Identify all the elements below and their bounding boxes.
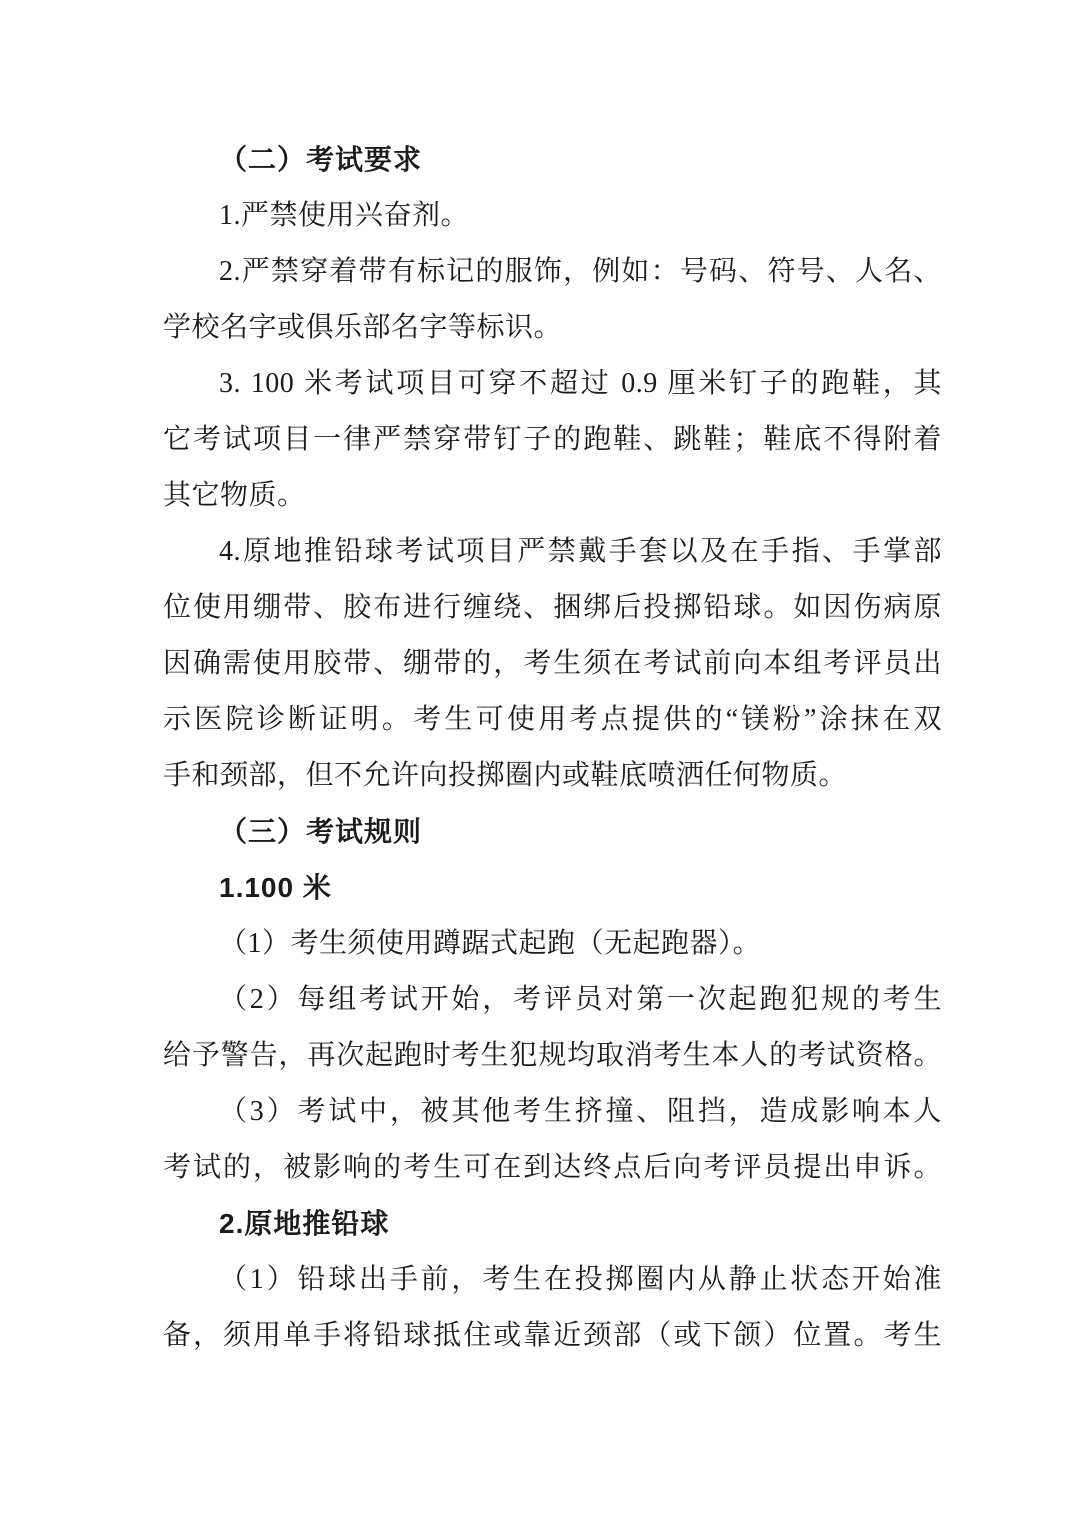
- doc-line: 3. 100 米考试项目可穿不超过 0.9 厘米钉子的跑鞋，其: [219, 368, 942, 399]
- doc-line: 考试的，被影响的考生可在到达终点后向考评员提出申诉。: [163, 1152, 942, 1183]
- section-heading-exam-requirements: （二）考试要求: [219, 144, 423, 175]
- doc-line: 示医院诊断证明。考生可使用考点提供的“镁粉”涂抹在双: [163, 704, 942, 735]
- section-heading-exam-rules: （三）考试规则: [219, 816, 423, 847]
- doc-line: 2.严禁穿着带有标记的服饰，例如：号码、符号、人名、: [219, 256, 942, 287]
- doc-line: （1）考生须使用蹲踞式起跑（无起跑器）。: [219, 928, 762, 959]
- doc-line: 4.原地推铅球考试项目严禁戴手套以及在手指、手掌部: [219, 536, 942, 567]
- subsection-heading-shot-put: 2.原地推铅球: [219, 1208, 390, 1239]
- doc-line: （3）考试中，被其他考生挤撞、阻挡，造成影响本人: [219, 1096, 942, 1127]
- doc-line: 其它物质。: [163, 480, 306, 511]
- doc-line: 给予警告，再次起跑时考生犯规均取消考生本人的考试资格。: [163, 1040, 942, 1071]
- doc-line: 位使用绷带、胶布进行缠绕、捆绑后投掷铅球。如因伤病原: [163, 592, 942, 623]
- doc-line: 它考试项目一律严禁穿带钉子的跑鞋、跳鞋；鞋底不得附着: [163, 424, 942, 455]
- subsection-heading-100m: 1.100 米: [219, 872, 332, 903]
- doc-line: （2）每组考试开始，考评员对第一次起跑犯规的考生: [219, 984, 942, 1015]
- doc-line: 手和颈部，但不允许向投掷圈内或鞋底喷洒任何物质。: [163, 760, 848, 791]
- doc-line: 因确需使用胶带、绷带的，考生须在考试前向本组考评员出: [163, 648, 942, 679]
- doc-line: 备，须用单手将铅球抵住或靠近颈部（或下颌）位置。考生: [163, 1320, 942, 1351]
- doc-line: 1.严禁使用兴奋剂。: [219, 200, 470, 231]
- doc-line: 学校名字或俱乐部名字等标识。: [163, 312, 563, 343]
- doc-line: （1）铅球出手前，考生在投掷圈内从静止状态开始准: [219, 1264, 942, 1295]
